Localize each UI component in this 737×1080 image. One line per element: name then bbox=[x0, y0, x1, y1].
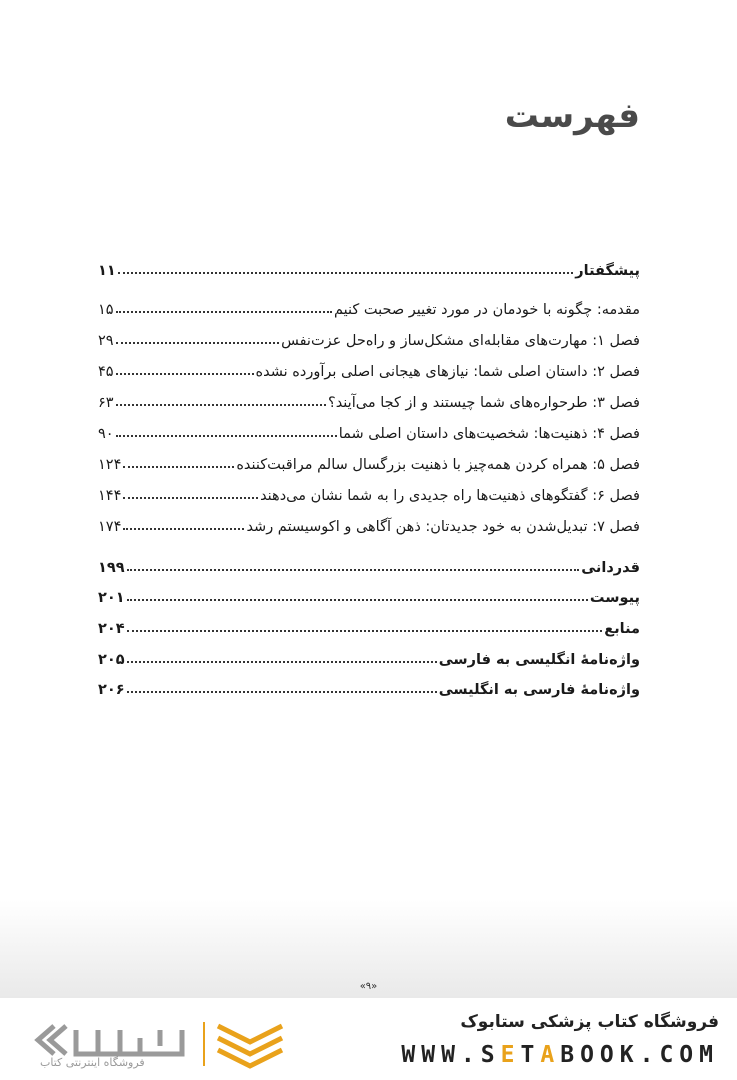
toc-entry[interactable] bbox=[98, 327, 640, 349]
toc-leader-dots bbox=[127, 661, 437, 663]
url-part: WWW.S bbox=[401, 1042, 501, 1068]
toc-entry-label: فصل ۵: همراه کردن همه‌چیز با ذهنیت بزرگسال سالم مراقبت‌کننده bbox=[236, 457, 640, 473]
url-highlight: E bbox=[500, 1042, 521, 1068]
toc-entry-page: ۱۷۴ bbox=[98, 519, 122, 535]
toc-leader-dots bbox=[116, 311, 332, 313]
toc-leader-dots bbox=[123, 528, 244, 530]
toc-leader-dots bbox=[118, 272, 574, 274]
toc-entry[interactable] bbox=[98, 646, 640, 668]
toc-leader-dots bbox=[116, 404, 326, 406]
toc-entry-page: ۴۵ bbox=[98, 364, 114, 380]
toc-entry-page: ۲۰۶ bbox=[98, 682, 125, 698]
toc-leader-dots bbox=[116, 342, 280, 344]
toc-entry[interactable] bbox=[98, 615, 640, 637]
toc-entry-label: فصل ۲: داستان اصلی شما: نیازهای هیجانی اصلی برآورده نشده bbox=[255, 364, 640, 380]
toc-entry[interactable] bbox=[98, 451, 640, 473]
toc-entry[interactable] bbox=[98, 513, 640, 535]
url-part: BOOK.COM bbox=[560, 1042, 719, 1068]
toc-entry[interactable] bbox=[98, 584, 640, 606]
logo-caption: فروشگاه اینترنتی کتاب bbox=[40, 1056, 145, 1069]
toc-leader-dots bbox=[116, 435, 337, 437]
toc-entry-page: ۲۰۱ bbox=[98, 590, 125, 606]
toc-entry-page: ۹۰ bbox=[98, 426, 114, 442]
toc-leader-dots bbox=[127, 569, 580, 571]
store-name: فروشگاه کتاب پزشکی ستابوک bbox=[460, 1012, 719, 1032]
toc-leader-dots bbox=[116, 373, 254, 375]
toc-entry-page: ۶۳ bbox=[98, 395, 114, 411]
toc-entry-page: ۲۰۵ bbox=[98, 652, 125, 668]
toc-entry-page: ۲۹ bbox=[98, 333, 114, 349]
toc-entry-label: واژه‌نامهٔ فارسی به انگلیسی bbox=[438, 682, 640, 698]
page-number: «۹» bbox=[359, 981, 378, 992]
toc-leader-dots bbox=[123, 497, 258, 499]
toc-entry[interactable] bbox=[98, 676, 640, 698]
toc-entry-label: فصل ۳: طرحواره‌های شما چیستند و از کجا می‌آیند؟ bbox=[328, 395, 640, 411]
toc-leader-dots bbox=[127, 599, 588, 601]
toc-entry-label: منابع bbox=[604, 621, 640, 637]
toc-entry-page: ۱۹۹ bbox=[98, 560, 125, 576]
toc-entry-label: پیوست bbox=[589, 590, 640, 606]
toc-leader-dots bbox=[127, 630, 603, 632]
toc-entry-label: مقدمه: چگونه با خودمان در مورد تغییر صحبت کنیم bbox=[333, 302, 640, 318]
toc-entry-label: فصل ۶: گفتگوهای ذهنیت‌ها راه جدیدی را به شما نشان می‌دهند bbox=[260, 488, 640, 504]
toc-entry-label: پیشگفتار bbox=[575, 263, 640, 279]
page-title: فهرست bbox=[504, 96, 640, 136]
toc-entry[interactable] bbox=[98, 482, 640, 504]
url-highlight: A bbox=[540, 1042, 561, 1068]
toc-entry-label: فصل ۷: تبدیل‌شدن به خود جدیدتان: ذهن آگاهی و اکوسیستم رشد bbox=[246, 519, 640, 535]
toc-leader-dots bbox=[127, 691, 437, 693]
toc-entry-label: فصل ۱: مهارت‌های مقابله‌ای مشکل‌ساز و راه‌حل عزت‌نفس bbox=[281, 333, 640, 349]
toc-entry[interactable] bbox=[98, 296, 640, 318]
url-part: T bbox=[520, 1042, 541, 1068]
toc-entry-page: ۲۰۴ bbox=[98, 621, 125, 637]
toc-entry-label: قدردانی bbox=[581, 560, 640, 576]
toc-entry[interactable] bbox=[98, 257, 640, 279]
store-footer bbox=[0, 998, 737, 1080]
store-url[interactable] bbox=[401, 1042, 719, 1068]
toc-entry-label: واژه‌نامهٔ انگلیسی به فارسی bbox=[438, 652, 640, 668]
toc-entry[interactable] bbox=[98, 358, 640, 380]
toc-entry[interactable] bbox=[98, 389, 640, 411]
toc-leader-dots bbox=[123, 466, 234, 468]
toc-entry-page: ۱۲۴ bbox=[98, 457, 122, 473]
toc-entry-label: فصل ۴: ذهنیت‌ها: شخصیت‌های داستان اصلی شما bbox=[338, 426, 640, 442]
toc-entry-page: ۱۵ bbox=[98, 302, 114, 318]
toc-entry[interactable] bbox=[98, 554, 640, 576]
toc-entry[interactable] bbox=[98, 420, 640, 442]
toc-entry-page: ۱۱ bbox=[98, 263, 116, 279]
toc-entry-page: ۱۴۴ bbox=[98, 488, 122, 504]
